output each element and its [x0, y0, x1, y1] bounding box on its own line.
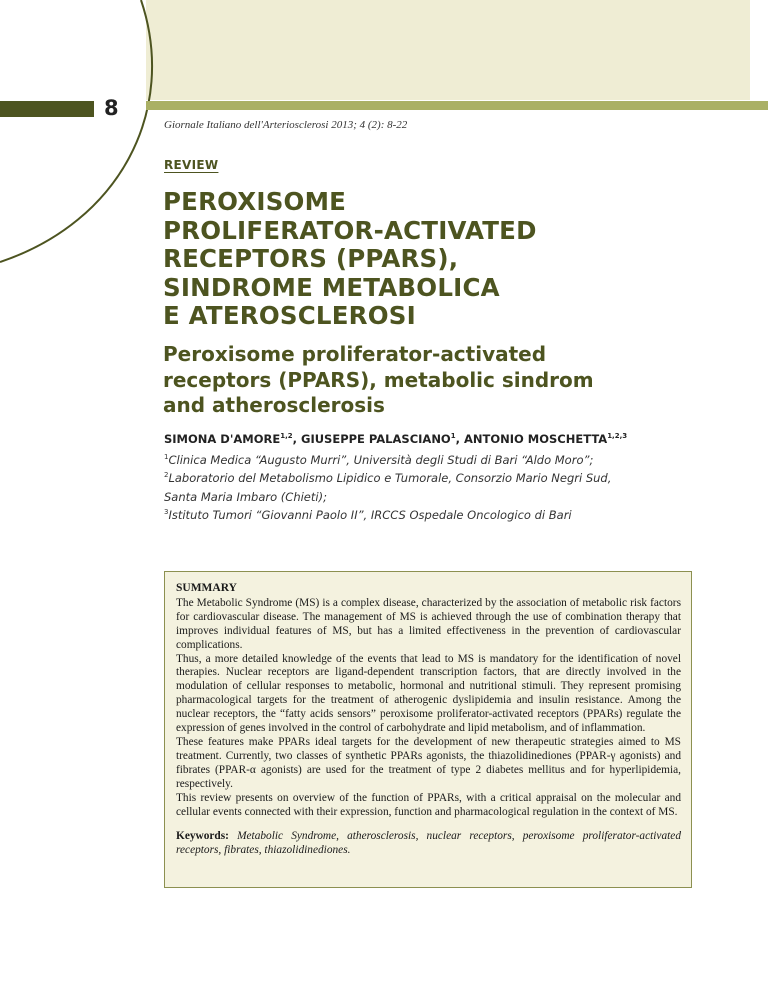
header-rule-right	[146, 101, 768, 110]
header-rule-left	[0, 101, 94, 117]
keywords-label: Keywords:	[176, 830, 229, 843]
affiliation-list	[164, 450, 684, 523]
author-separator: ,	[455, 432, 464, 446]
affiliation-text: Istituto Tumori “Giovanni Paolo II”, IRCCS Ospedale Oncologico di Bari	[168, 507, 572, 522]
article-title-english	[163, 342, 683, 419]
affiliation-text: Clinica Medica “Augusto Murri”, Università degli Studi di Bari “Aldo Moro”;	[168, 452, 594, 467]
journal-reference: Giornale Italiano dell'Arteriosclerosi 2013; 4 (2): 8-22	[164, 119, 408, 131]
article-title-italian	[163, 188, 683, 331]
author-name: GIUSEPPE PALASCIANO	[301, 432, 451, 446]
section-label: REVIEW	[164, 158, 219, 172]
summary-paragraph: These features make PPARs ideal targets for the development of new therapeutic strategies aimed to MS treatment. Currently, two classes of synthetic PPARs agonists, the thiazolidinediones (PPAR-γ agonists) and fibrates (PPAR-α agonists) are used for the treatment of type 2 diabetes mellitus and for hyperlipidemia, respectively.	[176, 735, 681, 790]
affiliation-mark: 2	[164, 471, 169, 480]
summary-paragraph: This review presents on overview of the function of PPARs, with a critical appraisal on the molecular and cellular events connected with their expression, function and pharmacological regulation in the context of MS.	[176, 791, 681, 818]
summary-paragraph: Thus, a more detailed knowledge of the events that lead to MS is mandatory for the identification of novel therapies. Nuclear receptors are ligand-dependent transcription factors, that are directly involved in the modulation of cellular responses to metabolic, hormonal and nutritional stimuli. They represent promising pharmacological targets for the treatment of atherogenic dyslipidemia and insulin resistance. Among the nuclear receptors, the “fatty acids sensors” peroxisome proliferator-activated receptors (PPARs) regulate the expression of genes involved in the control of carbohydrate and lipid metabolism, and of inflammation.	[176, 652, 681, 735]
affiliation-mark: 1	[164, 453, 169, 461]
subtitle-line: Peroxisome proliferator-activated	[163, 342, 547, 366]
summary-heading: SUMMARY	[176, 582, 237, 594]
title-line: PROLIFERATOR-ACTIVATED	[163, 215, 537, 245]
decorative-arc	[0, 0, 160, 300]
title-line: E ATEROSCLEROSI	[163, 301, 416, 330]
affiliation-text: Santa Maria Imbaro (Chieti);	[164, 489, 327, 504]
author-affiliation-mark: 1,2,3	[607, 432, 628, 441]
author-separator: ,	[292, 432, 301, 446]
affiliation-line	[164, 487, 684, 505]
affiliation-line	[164, 505, 684, 523]
header-band	[146, 0, 750, 100]
affiliation-text: Laboratorio del Metabolismo Lipidico e Tumorale, Consorzio Mario Negri Sud,	[168, 471, 612, 486]
summary-paragraph: The Metabolic Syndrome (MS) is a complex disease, characterized by the association of metabolic risk factors for cardiovascular disease. The management of MS is achieved through the use of combination therapy that improves individual features of MS, but has a limited effectiveness in the prevention of cardiovascular complications.	[176, 596, 681, 651]
author-affiliation-mark: 1,2	[280, 432, 293, 441]
title-line: SINDROME METABOLICA	[163, 272, 500, 302]
author-affiliation-mark: 1	[450, 432, 456, 441]
title-line: PEROXISOME	[163, 187, 347, 216]
affiliation-line	[164, 450, 684, 468]
title-line: RECEPTORS (PPARS),	[163, 244, 459, 273]
author-name: ANTONIO MOSCHETTA	[463, 432, 608, 446]
subtitle-line: and atherosclerosis	[163, 393, 385, 417]
keywords	[176, 830, 681, 858]
page-number: 8	[104, 96, 119, 120]
summary-box	[164, 571, 692, 888]
author-name: SIMONA D'AMORE	[164, 432, 281, 446]
subtitle-line: receptors (PPARS), metabolic sindrom	[163, 367, 594, 392]
author-list	[164, 432, 627, 446]
affiliation-mark: 3	[164, 507, 169, 516]
keywords-text: Metabolic Syndrome, atherosclerosis, nuclear receptors, peroxisome proliferator-activated receptors, fibrates, thiazolidinediones.	[176, 830, 681, 857]
affiliation-line	[164, 468, 684, 486]
